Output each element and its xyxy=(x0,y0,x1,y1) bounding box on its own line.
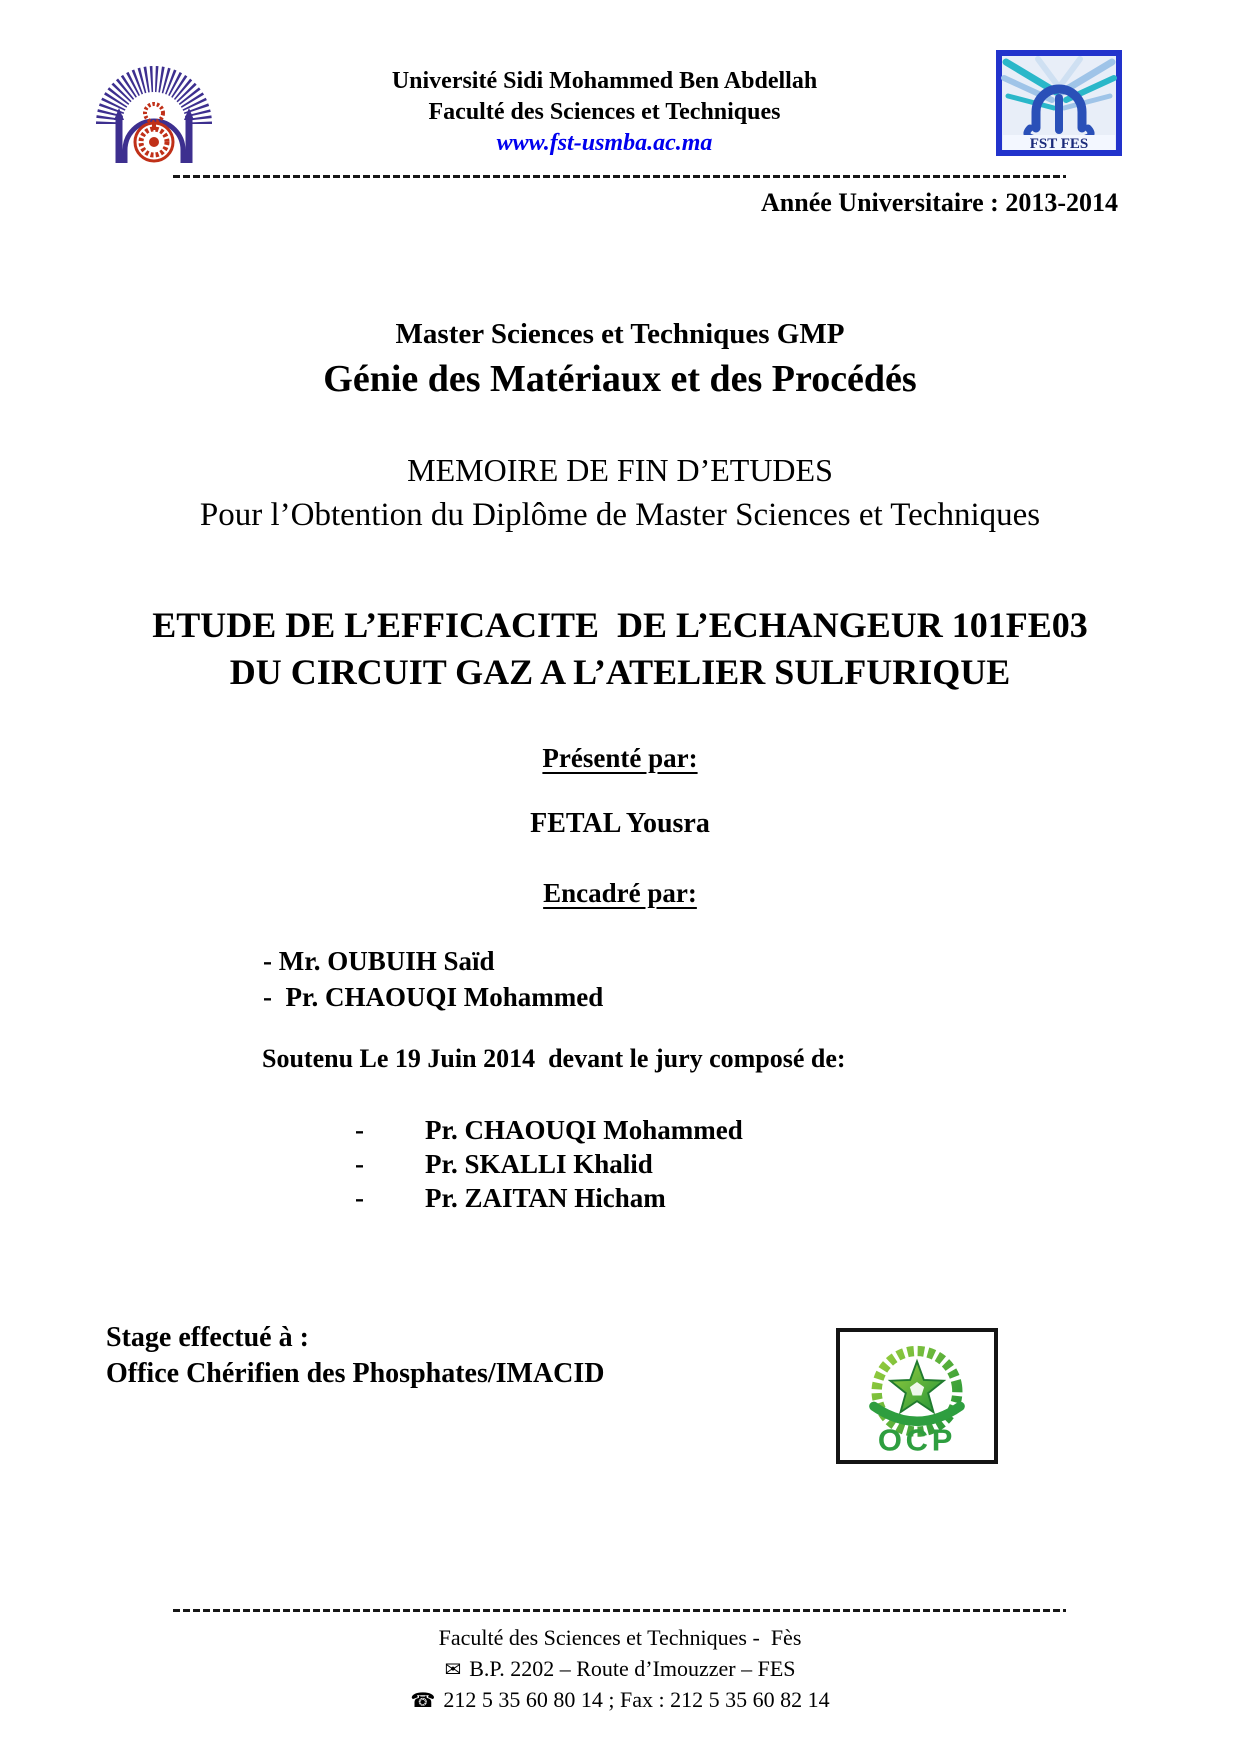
thesis-title xyxy=(40,602,1200,696)
usmba-emblem-icon xyxy=(95,50,213,172)
ocp-logo xyxy=(836,1328,998,1464)
header-separator xyxy=(173,175,1066,178)
memoire-heading: MEMOIRE DE FIN D’ETUDES xyxy=(407,452,833,488)
fst-fes-logo-text: FST FES xyxy=(1029,136,1089,152)
jury-list xyxy=(355,1114,743,1215)
ocp-logo-icon xyxy=(842,1333,992,1459)
jury-member-name: Pr. CHAOUQI Mohammed xyxy=(425,1115,743,1145)
specialty-name: Génie des Matériaux et des Procédés xyxy=(323,358,917,400)
supervisor-item: - Pr. CHAOUQI Mohammed xyxy=(263,981,604,1012)
website-link[interactable]: www.fst-usmba.ac.ma xyxy=(496,130,713,157)
fst-fes-logo-icon xyxy=(996,50,1122,156)
thesis-title-line2: DU CIRCUIT GAZ A L’ATELIER SULFURIQUE xyxy=(229,651,1011,692)
ocp-logo-text: OCP xyxy=(877,1422,957,1458)
jury-bullet: - xyxy=(355,1148,364,1179)
supervisors-list xyxy=(263,944,603,1015)
footer-address-line xyxy=(80,1653,1160,1684)
academic-year: Année Universitaire : 2013-2014 xyxy=(761,188,1118,217)
supervisor-item: - Mr. OUBUIH Saïd xyxy=(263,946,495,976)
phone-icon: ☎ xyxy=(410,1688,436,1713)
presented-by-label: Présenté par: xyxy=(542,743,698,773)
footer-address-text: B.P. 2202 – Route d’Imouzzer – FES xyxy=(469,1656,796,1682)
header-institution-block xyxy=(213,50,996,160)
internship-block xyxy=(106,1320,605,1393)
jury-bullet: - xyxy=(355,1115,364,1145)
program-block xyxy=(80,318,1160,401)
footer-phone-text: 212 5 35 60 80 14 ; Fax : 212 5 35 60 82 14 xyxy=(443,1687,830,1713)
jury-bullet: - xyxy=(355,1182,364,1213)
footer-faculty-line: Faculté des Sciences et Techniques - Fès xyxy=(438,1625,802,1650)
header xyxy=(95,50,1122,172)
master-program: Master Sciences et Techniques GMP xyxy=(395,318,845,350)
defense-statement: Soutenu Le 19 Juin 2014 devant le jury composé de: xyxy=(262,1044,846,1073)
jury-member-name: Pr. ZAITAN Hicham xyxy=(425,1182,666,1213)
university-name: Université Sidi Mohammed Ben Abdellah xyxy=(391,68,818,94)
footer xyxy=(80,1622,1160,1716)
footer-separator xyxy=(173,1609,1066,1612)
jury-member-name: Pr. SKALLI Khalid xyxy=(425,1148,653,1179)
thesis-title-line1: ETUDE DE L’EFFICACITE DE L’ECHANGEUR 101FE03 xyxy=(152,605,1088,645)
jury-member-row xyxy=(355,1114,743,1148)
jury-member-row xyxy=(355,1182,743,1216)
memoire-block xyxy=(40,452,1200,534)
mail-icon: ✉ xyxy=(444,1657,462,1682)
supervised-by-label: Encadré par: xyxy=(543,878,697,908)
faculty-name: Faculté des Sciences et Techniques xyxy=(428,99,781,126)
jury-member-row xyxy=(355,1148,743,1182)
internship-organization: Office Chérifien des Phosphates/IMACID xyxy=(106,1358,605,1390)
student-name: FETAL Yousra xyxy=(530,808,710,839)
memoire-subheading: Pour l’Obtention du Diplôme de Master Sciences et Techniques xyxy=(199,497,1041,533)
internship-label: Stage effectué à : xyxy=(106,1322,309,1353)
footer-phone-line xyxy=(80,1684,1160,1715)
